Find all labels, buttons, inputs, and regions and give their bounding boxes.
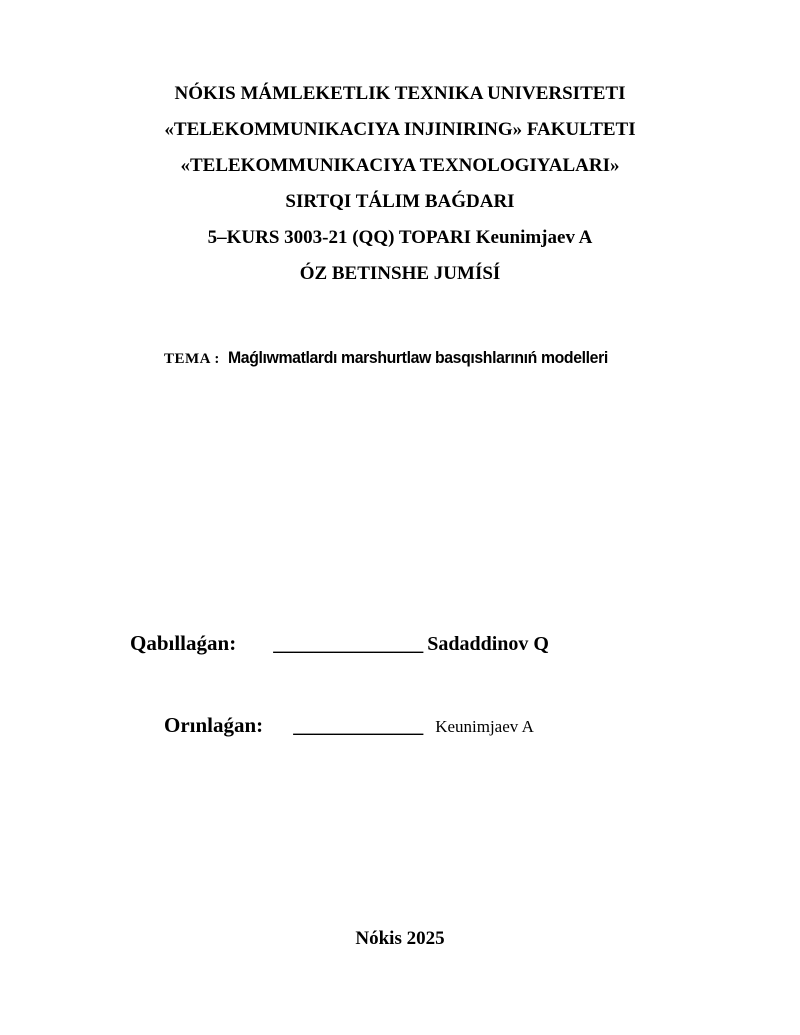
header-line-university: NÓKIS MÁMLEKETLIK TEXNIKA UNIVERSITETI — [174, 83, 626, 104]
tema-line — [164, 348, 770, 368]
tema-label: TEMA : — [164, 351, 220, 367]
signature-name-keunimjaev: Keunimjaev A — [435, 717, 534, 736]
header-line-faculty: «TELEKOMMUNIKACIYA INJINIRING» FAKULTETI — [164, 119, 636, 140]
header-line-department: «TELEKOMMUNIKACIYA TEXNOLOGIYALARI» — [180, 155, 620, 176]
signature-underline-orinlagan: _____________ — [293, 715, 424, 737]
document-header — [0, 76, 800, 292]
signature-name-sadaddinov: Sadaddinov Q — [427, 633, 549, 655]
signature-label-orinlagan: Orınlaǵan: — [164, 713, 264, 737]
header-line-program: SIRTQI TÁLIM BAǴDARI — [285, 191, 515, 212]
header-line-course-group: 5–KURS 3003-21 (QQ) TOPARI Keunimjaev A — [207, 227, 593, 248]
signature-row-orinlagan — [164, 713, 534, 738]
header-line-work-type: ÓZ BETINSHE JUMÍSÍ — [299, 263, 501, 284]
signature-label-qabillagan: Qabıllaǵan: — [130, 631, 237, 655]
footer-city-year: Nókis 2025 — [355, 928, 445, 949]
signature-row-qabillagan — [130, 631, 549, 656]
tema-title: Maǵlıwmatlardı marshurtlaw basqıshlarınıń modelleri — [228, 348, 609, 367]
signature-underline-qabillagan: _______________ — [273, 633, 424, 655]
